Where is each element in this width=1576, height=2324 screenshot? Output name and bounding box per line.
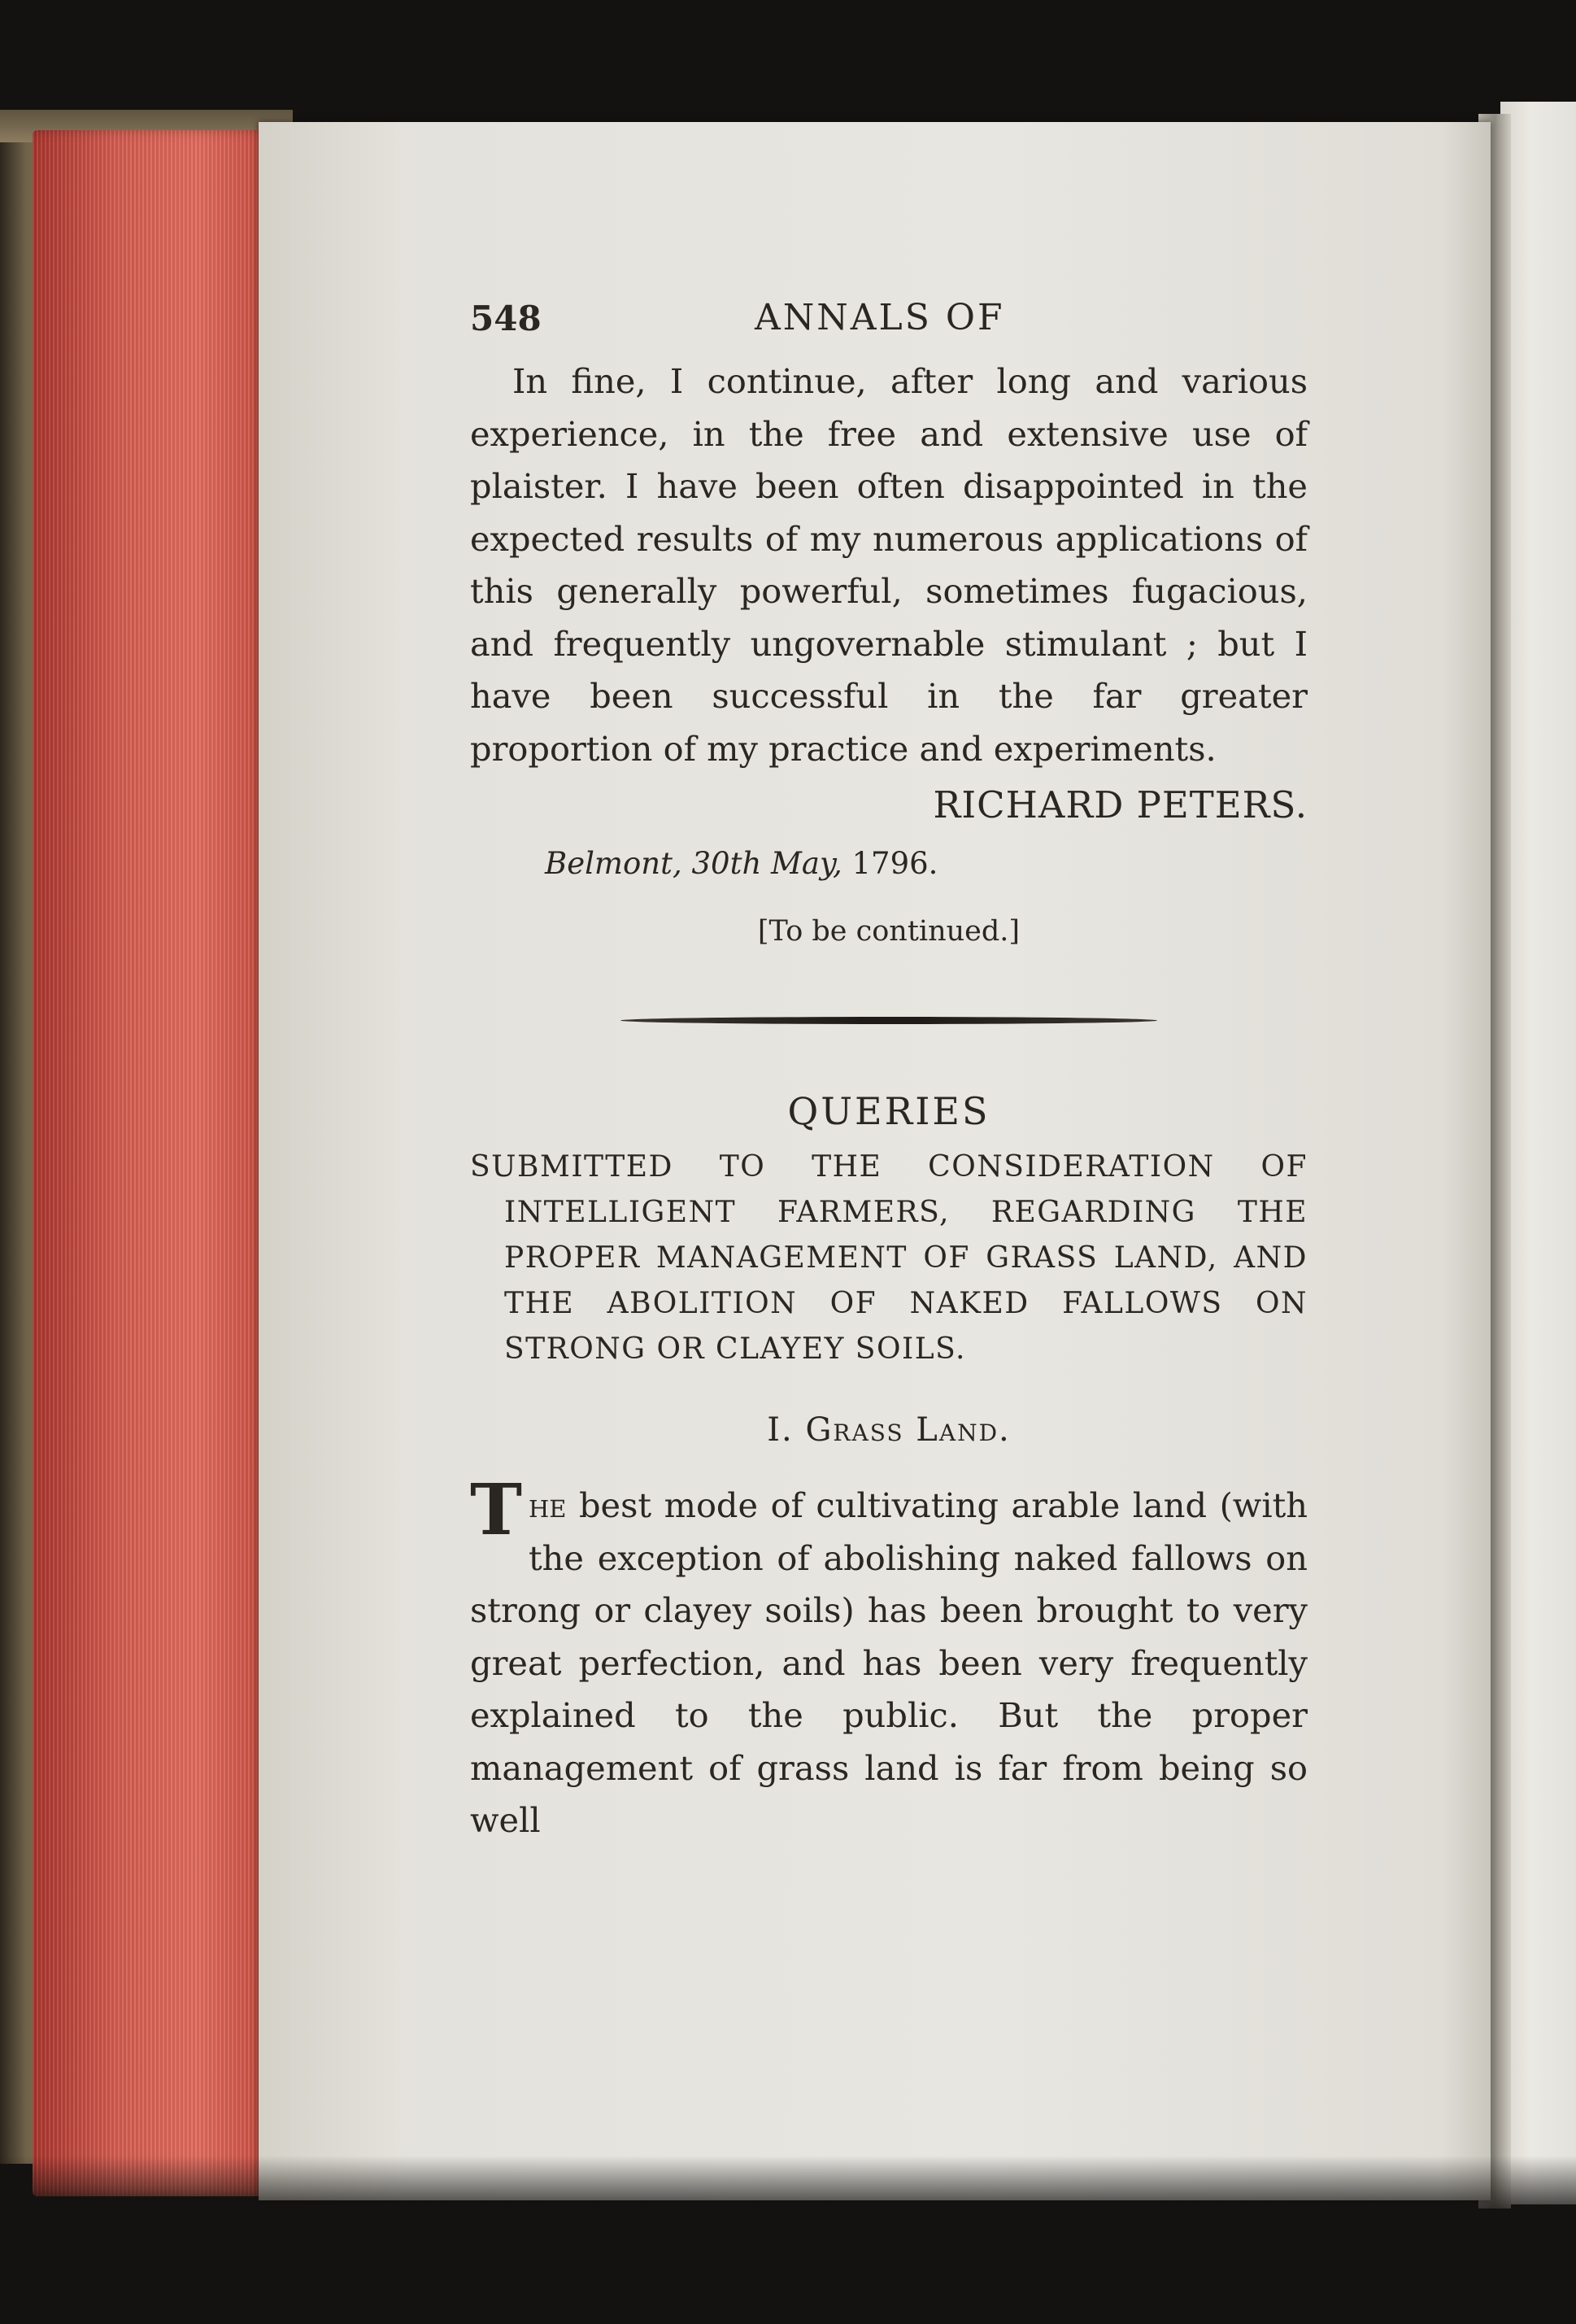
drop-cap-letter: T xyxy=(470,1469,522,1551)
queries-title: QUERIES xyxy=(787,1089,990,1133)
running-head xyxy=(470,289,1308,354)
page-text-block xyxy=(470,289,1308,1847)
continued-note: [To be continued.] xyxy=(757,915,1021,948)
grass-land-paragraph xyxy=(470,1469,1308,1847)
running-head-title: ANNALS OF xyxy=(755,297,1005,338)
background-shadow xyxy=(0,2156,1576,2324)
red-page-edges xyxy=(33,130,268,2196)
author-signature: RICHARD PETERS. xyxy=(933,783,1308,826)
dateline xyxy=(545,846,1308,881)
facing-page-edge xyxy=(1500,102,1576,2204)
closing-paragraph: In fine, I continue, after long and various experience, in the free and extensive use of plaister. I have been often disappointed in the expected results of my numerous applications of this generally powerful, sometimes fugacious, and frequently ungovernable stimulant ; but I have been successful in the far greater proportion of my practice and experiments. xyxy=(470,361,1308,769)
queries-subtitle: SUBMITTED TO THE CONSIDERATION OF INTELLIGENT FARMERS, REGARDING THE PROPER MANAGEMENT OF GRASS LAND, AND THE ABOLITION OF NAKED FALLOWS ON STRONG OR CLAYEY SOILS. xyxy=(470,1150,1308,1366)
dateline-place-date: Belmont, 30th May, xyxy=(545,846,842,881)
page-number: 548 xyxy=(470,299,542,338)
grass-land-text: best mode of cultivating arable land (with the exception of abolishing naked fallows on strong or clayey soils) has been brought to very great perfection, and has been very frequently explained to the public. But the proper management of grass land is far from being so well xyxy=(470,1485,1308,1840)
dateline-year: 1796. xyxy=(851,846,938,881)
section-divider-rule xyxy=(620,1017,1157,1024)
drop-cap-continuation: he xyxy=(529,1485,567,1525)
section-heading: I. Grass Land. xyxy=(767,1411,1011,1449)
